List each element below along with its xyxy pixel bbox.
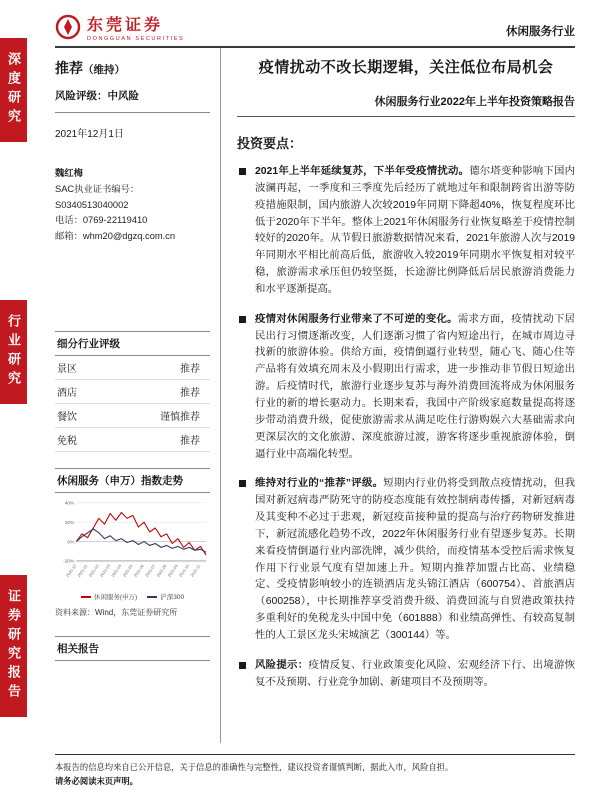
footer-notice: 请务必阅读末页声明。 xyxy=(55,775,138,786)
svg-text:2021-07: 2021-07 xyxy=(143,563,157,578)
svg-text:2021-08: 2021-08 xyxy=(155,563,168,578)
sub-rating-name: 酒店 xyxy=(57,387,77,399)
sub-rating-name: 餐饮 xyxy=(57,411,77,423)
logo-text-block xyxy=(87,12,184,42)
svg-text:2021-10: 2021-10 xyxy=(177,563,191,578)
bullet-body: 需求方面，疫情扰动下居民出行习惯逐渐改变，人们逐渐习惯了省内短途出行，在城市周边寻找新的旅游体验。供给方面，疫情倒逼行业转型，随心飞、随心住等产品将有效填充周末及小假期出行需求，进一步推动非节假日短途出游。后疫情时代，旅游行业逐步复苏与海外消费回流将成为休闲服务行业的新的增长驱动力。长期来看，我国中产阶级家庭数量提高将逐步带动消费升级，促使旅游需求从满足吃住行游购娱六大基础需求向更深层次的文化旅游、深度旅游过渡，游客将逐步重视旅游体验，倒逼行业中高端化转型。 xyxy=(255,313,576,460)
sub-rating-value: 推荐 xyxy=(180,363,200,375)
index-chart-panel xyxy=(55,468,210,618)
sub-ratings-panel xyxy=(55,331,210,452)
disclaimer-text: 本报告的信息均来自已公开信息，关于信息的准确性与完整性，建议投资者谨慎判断，据此入市，风险自担。 xyxy=(55,762,454,773)
sub-rating-value: 推荐 xyxy=(180,435,200,447)
svg-text:2021-02: 2021-02 xyxy=(87,563,100,578)
legend-item: 休闲服务(申万) xyxy=(81,592,137,601)
index-chart xyxy=(55,497,210,594)
legend-item: 沪深300 xyxy=(147,592,184,601)
key-point-item xyxy=(237,476,575,644)
report-subtitle: 休闲服务行业2022年上半年投资策略报告 xyxy=(237,93,575,117)
key-points-heading: 投资要点： xyxy=(237,136,303,151)
bullet-lead: 2021年上半年延续复苏，下半年受疫情扰动。 xyxy=(255,166,470,177)
bullet-lead: 维持对行业的“推荐”评级。 xyxy=(255,478,384,490)
report-title: 疫情扰动不改长期逻辑，关注低位布局机会 xyxy=(258,59,554,76)
bullet-text xyxy=(255,164,575,299)
svg-text:2021-05: 2021-05 xyxy=(121,563,134,578)
svg-text:2021-04: 2021-04 xyxy=(110,563,123,578)
main-column xyxy=(221,48,575,743)
logo-icon xyxy=(55,14,81,40)
sub-rating-row xyxy=(55,404,210,428)
logo-subtext: DONGGUAN SECURITIES xyxy=(87,36,185,42)
svg-text:40%: 40% xyxy=(64,501,75,507)
svg-text:2021-09: 2021-09 xyxy=(166,563,179,578)
svg-text:20%: 20% xyxy=(64,520,75,526)
analyst-block xyxy=(55,166,210,245)
svg-text:2020-12: 2020-12 xyxy=(64,563,78,578)
bullet-body: 短期内行业仍将受到散点疫情扰动，但我国对新冠病毒严防死守的防疫态度能有效控制病毒传播，对新冠病毒及其变种不必过于悲观，新冠疫苗接种量的提高与治疗药物研发推进下，新冠流感化趋势不改，2022年休闲服务行业有望逐步复苏。长期来看疫情倒逼行业内部洗牌，减少供给，而疫情基本受控后需求恢复作用下行业景气度有望加速上升。短期内推荐加盟占比高、业绩稳定、受疫情影响较小的连锁酒店龙头锦江酒店（600754）、首旅酒店（600258），中长期推荐享受消费升级、消费回流与自贸港政策扶持多重利好的免税龙头中国中免（601888）和业绩高弹性、有较高复制性的人工景区龙头宋城演艺（300144）等。 xyxy=(255,478,576,641)
bullet-body: 疫情反复、行业政策变化风险、宏观经济下行、出境游恢复不及预期、行业竞争加剧、新建项目不及预期等。 xyxy=(255,659,576,688)
logo xyxy=(55,12,184,42)
rating-status: （维持） xyxy=(83,64,125,76)
bullet-text xyxy=(255,312,575,464)
svg-text:0%: 0% xyxy=(67,540,75,546)
rating-value: 推荐 xyxy=(55,60,83,76)
industry-label: 休闲服务行业 xyxy=(506,26,575,38)
sub-rating-row xyxy=(55,356,210,380)
rating-line xyxy=(55,58,210,78)
bullet-square-icon xyxy=(239,168,246,175)
sub-ratings-header: 细分行业评级 xyxy=(55,331,210,356)
svg-text:2021-01: 2021-01 xyxy=(76,563,89,578)
header xyxy=(55,12,575,42)
analyst-email: 邮箱：whm20@dgzq.com.cn xyxy=(55,231,176,242)
body-columns xyxy=(55,48,575,743)
bullet-text xyxy=(255,476,575,644)
bullet-square-icon xyxy=(239,316,246,323)
svg-text:2021-06: 2021-06 xyxy=(132,563,145,578)
sidebar-label-depth-research: 深度研究 xyxy=(0,38,27,142)
key-points-list xyxy=(237,164,575,691)
related-reports-header: 相关报告 xyxy=(55,636,210,661)
sidebar-label-industry-research: 行业研究 xyxy=(0,300,27,404)
risk-rating: 风险评级：中风险 xyxy=(55,88,210,113)
bullet-square-icon xyxy=(239,662,246,669)
analyst-phone: 电话：0769-22119410 xyxy=(55,215,148,226)
svg-text:2021-11: 2021-11 xyxy=(189,563,202,578)
bullet-text xyxy=(255,658,575,692)
bullet-body: 德尔塔变种影响下国内波澜再起，一季度和三季度先后经历了就地过年和限制跨省出游等防疫措施限制，国内旅游人次较2019年同期下降超40%，恢复程度环比低于2020年下半年。整体上2021年休闲服务行业恢复略差于疫情控制较好的2020年。从节假日旅游数据情况来看，2021年旅游人次与2019年同期水平相比前高后低，旅游收入较2019年同期水平恢复相对较平稳，旅游需求承压但仍较坚挺，长途游比例降低后居民旅游消费能力和水平逐渐提高。 xyxy=(255,166,576,295)
sub-rating-name: 免税 xyxy=(57,435,77,447)
bullet-lead: 疫情对休闲服务行业带来了不可逆的变化。 xyxy=(255,313,458,325)
key-point-item xyxy=(237,658,575,692)
chart-legend xyxy=(55,592,210,601)
analyst-sac-label: SAC执业证书编号： xyxy=(55,183,140,194)
sidebar-label-securities-report: 证券研究报告 xyxy=(0,575,27,717)
svg-text:-20%: -20% xyxy=(63,559,75,565)
key-point-item xyxy=(237,312,575,464)
sub-rating-row xyxy=(55,380,210,404)
chart-source: 资料来源：Wind，东莞证券研究所 xyxy=(55,607,178,617)
bullet-lead: 风险提示： xyxy=(255,659,309,671)
chart-header: 休闲服务（申万）指数走势 xyxy=(55,468,210,493)
logo-text: 东莞证券 xyxy=(87,17,164,34)
analyst-name: 魏红梅 xyxy=(55,168,83,178)
report-date: 2021年12月1日 xyxy=(55,129,124,140)
sub-rating-name: 景区 xyxy=(57,363,77,375)
footer-disclaimer xyxy=(55,754,575,788)
content-area xyxy=(55,12,575,743)
left-column xyxy=(55,48,210,743)
key-point-item xyxy=(237,164,575,299)
analyst-sac-number: S0340513040002 xyxy=(55,199,129,210)
sub-rating-value: 推荐 xyxy=(180,387,200,399)
sub-rating-value: 谨慎推荐 xyxy=(160,411,200,423)
bullet-square-icon xyxy=(239,480,246,487)
svg-text:2021-03: 2021-03 xyxy=(98,563,111,578)
related-reports-panel xyxy=(55,636,210,661)
sub-rating-row xyxy=(55,428,210,452)
